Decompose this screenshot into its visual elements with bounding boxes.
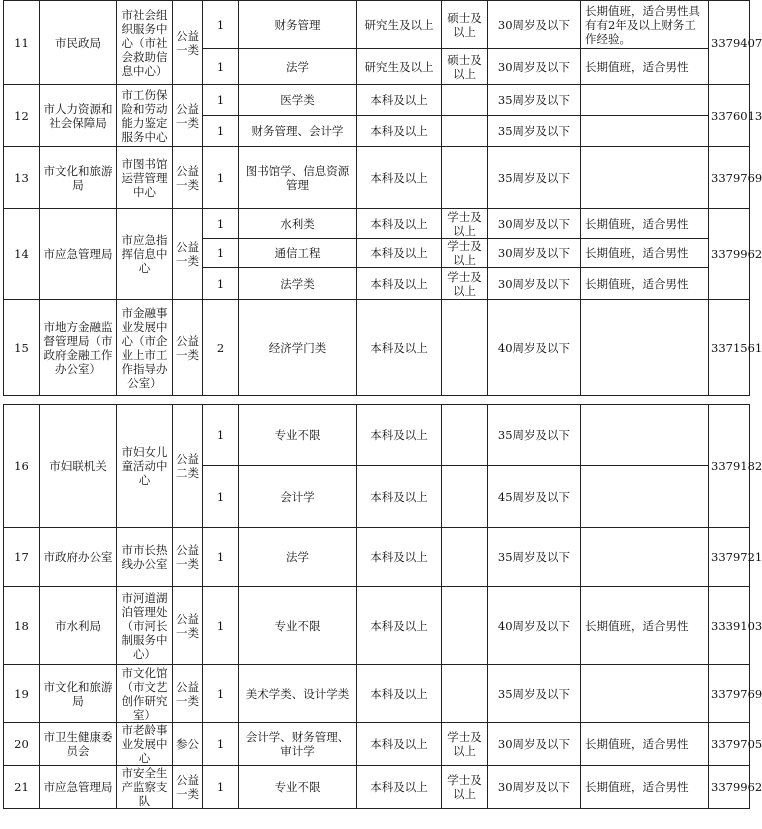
row-number: 16 [4, 405, 40, 528]
unit-type-cell: 公益一类 [173, 587, 203, 665]
row-number: 13 [4, 147, 40, 209]
education-cell: 本科及以上 [357, 116, 442, 147]
major-cell: 经济学门类 [239, 300, 357, 396]
note-cell: 长期值班，适合男性 [581, 268, 709, 300]
education-cell: 本科及以上 [357, 147, 442, 209]
age-cell: 35周岁及以下 [488, 405, 581, 466]
degree-cell [442, 665, 488, 723]
note-cell [581, 405, 709, 466]
phone-cell: 3379962 [709, 209, 750, 300]
note-cell: 长期值班，适合男性 [581, 209, 709, 239]
count-cell: 1 [203, 147, 239, 209]
department-cell: 市地方金融监督管理局（市政府金融工作办公室） [40, 300, 117, 396]
table-row [4, 300, 750, 396]
count-cell: 1 [203, 587, 239, 665]
row-number: 11 [4, 1, 40, 85]
phone-cell: 3379769 [709, 665, 750, 723]
education-cell: 本科及以上 [357, 300, 442, 396]
phone-cell: 3376013 [709, 85, 750, 147]
count-cell: 1 [203, 1, 239, 49]
major-cell: 会计学、财务管理、审计学 [239, 723, 357, 766]
department-cell: 市文化和旅游局 [40, 665, 117, 723]
major-cell: 专业不限 [239, 587, 357, 665]
table-row [4, 1, 750, 49]
count-cell: 1 [203, 405, 239, 466]
degree-cell [442, 587, 488, 665]
table-row [4, 723, 750, 766]
note-cell [581, 85, 709, 116]
note-cell: 长期值班，适合男性 [581, 723, 709, 766]
degree-cell [442, 466, 488, 528]
age-cell: 35周岁及以下 [488, 665, 581, 723]
unit-cell: 市工伤保险和劳动能力鉴定服务中心 [117, 85, 173, 147]
unit-type-cell: 公益一类 [173, 766, 203, 809]
education-cell: 本科及以上 [357, 587, 442, 665]
major-cell: 专业不限 [239, 766, 357, 809]
department-cell: 市卫生健康委员会 [40, 723, 117, 766]
age-cell: 40周岁及以下 [488, 587, 581, 665]
note-cell [581, 665, 709, 723]
education-cell: 本科及以上 [357, 466, 442, 528]
major-cell: 专业不限 [239, 405, 357, 466]
table-gap [0, 396, 753, 404]
age-cell: 30周岁及以下 [488, 239, 581, 268]
unit-type-cell: 公益二类 [173, 405, 203, 528]
unit-type-cell: 公益一类 [173, 1, 203, 85]
degree-cell: 学士及以上 [442, 268, 488, 300]
department-cell: 市文化和旅游局 [40, 147, 117, 209]
table-row [4, 665, 750, 723]
count-cell: 1 [203, 268, 239, 300]
note-cell [581, 116, 709, 147]
row-number: 21 [4, 766, 40, 809]
note-cell: 长期值班，适合男性 [581, 587, 709, 665]
education-cell: 本科及以上 [357, 723, 442, 766]
row-number: 12 [4, 85, 40, 147]
department-cell: 市应急管理局 [40, 209, 117, 300]
phone-cell: 3379407 [709, 1, 750, 85]
table-row [4, 587, 750, 665]
unit-type-cell: 参公 [173, 723, 203, 766]
unit-type-cell: 公益一类 [173, 85, 203, 147]
major-cell: 法学类 [239, 268, 357, 300]
major-cell: 财务管理、会计学 [239, 116, 357, 147]
degree-cell: 硕士及以上 [442, 1, 488, 49]
note-cell: 长期值班，适合男性 [581, 49, 709, 85]
row-number: 15 [4, 300, 40, 396]
department-cell: 市政府办公室 [40, 528, 117, 587]
table-row [4, 766, 750, 809]
phone-cell: 3379705 [709, 723, 750, 766]
table-row [4, 85, 750, 116]
education-cell: 研究生及以上 [357, 1, 442, 49]
count-cell: 1 [203, 665, 239, 723]
phone-cell: 3379769 [709, 147, 750, 209]
age-cell: 40周岁及以下 [488, 300, 581, 396]
major-cell: 法学 [239, 528, 357, 587]
major-cell: 法学 [239, 49, 357, 85]
note-cell: 长期值班，适合男性 [581, 239, 709, 268]
count-cell: 1 [203, 116, 239, 147]
education-cell: 研究生及以上 [357, 49, 442, 85]
count-cell: 2 [203, 300, 239, 396]
note-cell [581, 528, 709, 587]
education-cell: 本科及以上 [357, 209, 442, 239]
row-number: 18 [4, 587, 40, 665]
table-row [4, 209, 750, 239]
degree-cell [442, 85, 488, 116]
unit-type-cell: 公益一类 [173, 300, 203, 396]
unit-cell: 市妇女儿童活动中心 [117, 405, 173, 528]
education-cell: 本科及以上 [357, 405, 442, 466]
degree-cell [442, 300, 488, 396]
degree-cell: 学士及以上 [442, 209, 488, 239]
unit-cell: 市社会组织服务中心（市社会救助信息中心） [117, 1, 173, 85]
age-cell: 30周岁及以下 [488, 49, 581, 85]
degree-cell: 硕士及以上 [442, 49, 488, 85]
education-cell: 本科及以上 [357, 85, 442, 116]
row-number: 17 [4, 528, 40, 587]
department-cell: 市妇联机关 [40, 405, 117, 528]
table-row [4, 147, 750, 209]
major-cell: 通信工程 [239, 239, 357, 268]
recruitment-table-2 [3, 404, 762, 809]
age-cell: 30周岁及以下 [488, 1, 581, 49]
degree-cell [442, 528, 488, 587]
unit-type-cell: 公益一类 [173, 528, 203, 587]
age-cell: 30周岁及以下 [488, 268, 581, 300]
phone-cell: 3379962 [709, 766, 750, 809]
degree-cell: 学士及以上 [442, 766, 488, 809]
age-cell: 30周岁及以下 [488, 766, 581, 809]
count-cell: 1 [203, 85, 239, 116]
unit-type-cell: 公益一类 [173, 147, 203, 209]
phone-cell: 3371561 [709, 300, 750, 396]
department-cell: 市应急管理局 [40, 766, 117, 809]
major-cell: 水利类 [239, 209, 357, 239]
count-cell: 1 [203, 239, 239, 268]
note-cell [581, 147, 709, 209]
count-cell: 1 [203, 49, 239, 85]
degree-cell [442, 405, 488, 466]
row-number: 14 [4, 209, 40, 300]
note-cell: 长期值班，适合男性 [581, 766, 709, 809]
count-cell: 1 [203, 723, 239, 766]
education-cell: 本科及以上 [357, 239, 442, 268]
department-cell: 市水利局 [40, 587, 117, 665]
unit-cell: 市安全生产监察支队 [117, 766, 173, 809]
unit-type-cell: 公益一类 [173, 209, 203, 300]
degree-cell: 学士及以上 [442, 239, 488, 268]
age-cell: 30周岁及以下 [488, 723, 581, 766]
major-cell: 财务管理 [239, 1, 357, 49]
department-cell: 市民政局 [40, 1, 117, 85]
phone-cell: 3379182 [709, 405, 750, 528]
age-cell: 45周岁及以下 [488, 466, 581, 528]
unit-cell: 市老龄事业发展中心 [117, 723, 173, 766]
department-cell: 市人力资源和社会保障局 [40, 85, 117, 147]
age-cell: 35周岁及以下 [488, 147, 581, 209]
count-cell: 1 [203, 209, 239, 239]
unit-cell: 市河道湖泊管理处（市河长制服务中心） [117, 587, 173, 665]
unit-cell: 市图书馆运营管理中心 [117, 147, 173, 209]
unit-cell: 市金融事业发展中心（市企业上市工作指导办公室） [117, 300, 173, 396]
education-cell: 本科及以上 [357, 268, 442, 300]
major-cell: 会计学 [239, 466, 357, 528]
table-row [4, 405, 750, 466]
education-cell: 本科及以上 [357, 528, 442, 587]
count-cell: 1 [203, 466, 239, 528]
major-cell: 美术学类、设计学类 [239, 665, 357, 723]
unit-cell: 市应急指挥信息中心 [117, 209, 173, 300]
unit-type-cell: 公益一类 [173, 665, 203, 723]
phone-cell: 3339103 [709, 587, 750, 665]
age-cell: 35周岁及以下 [488, 528, 581, 587]
table-row [4, 528, 750, 587]
education-cell: 本科及以上 [357, 766, 442, 809]
education-cell: 本科及以上 [357, 665, 442, 723]
recruitment-table-1 [3, 0, 762, 396]
unit-cell: 市市长热线办公室 [117, 528, 173, 587]
degree-cell [442, 147, 488, 209]
degree-cell: 学士及以上 [442, 723, 488, 766]
unit-cell: 市文化馆（市文艺创作研究室） [117, 665, 173, 723]
age-cell: 30周岁及以下 [488, 209, 581, 239]
count-cell: 1 [203, 766, 239, 809]
note-cell: 长期值班，适合男性具有有2年及以上财务工作经验。 [581, 1, 709, 49]
row-number: 20 [4, 723, 40, 766]
phone-cell: 3379721 [709, 528, 750, 587]
row-number: 19 [4, 665, 40, 723]
age-cell: 35周岁及以下 [488, 85, 581, 116]
major-cell: 图书馆学、信息资源管理 [239, 147, 357, 209]
count-cell: 1 [203, 528, 239, 587]
major-cell: 医学类 [239, 85, 357, 116]
age-cell: 35周岁及以下 [488, 116, 581, 147]
note-cell [581, 466, 709, 528]
degree-cell [442, 116, 488, 147]
note-cell [581, 300, 709, 396]
